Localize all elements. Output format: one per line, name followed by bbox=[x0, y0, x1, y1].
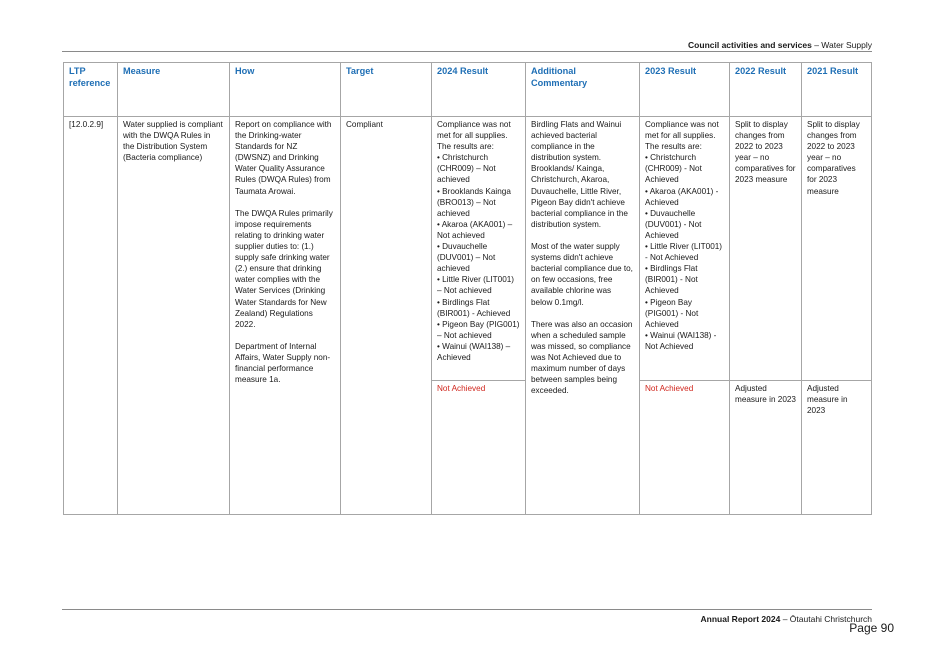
cell-2022-result-detail: Split to display changes from 2022 to 2023 year – no comparatives for 2023 measure bbox=[730, 117, 802, 381]
page-header bbox=[688, 40, 872, 50]
page-number: Page 90 bbox=[849, 621, 894, 635]
status-badge-2024: Not Achieved bbox=[437, 384, 486, 393]
column-header-2023-result: 2023 Result bbox=[640, 63, 730, 117]
cell-2024-result-detail: Compliance was not met for all supplies. The results are: • Christchurch (CHR009) – Not achieved • Brooklands Kainga (BRO013) – Not achieved • Akaroa (AKA001) – Not achieved • Duvauchelle (DUV001) – Not achieved • Little River (LIT001) – Not achieved • Birdlings Flat (BIR001) - Achieved • Pigeon Bay (PIG001) – Not achieved • Wainui (WAI138) – Achieved bbox=[432, 117, 526, 381]
cell-ltp-reference: [12.0.2.9] bbox=[64, 117, 118, 515]
header-subsection: Water Supply bbox=[821, 40, 872, 50]
page-footer bbox=[701, 614, 872, 624]
column-header-target: Target bbox=[341, 63, 432, 117]
cell-how: Report on compliance with the Drinking-water Standards for NZ (DWSNZ) and Drinking Water Quality Assurance Rules (DWQA Rules) from Taumata Arowai. The DWQA Rules primarily impose requirements relating to drinking water supplier duties to: (1.) supply safe drinking water (2.) ensure that drinking water complies with the Water Services (Drinking Water Standards for New Zealand) Regulations 2022. Department of Internal Affairs, Water Supply non-financial performance measure 1a. bbox=[230, 117, 341, 515]
header-separator: – bbox=[811, 40, 822, 50]
table-header-row bbox=[64, 63, 872, 117]
cell-2021-result-status: Adjusted measure in 2023 bbox=[802, 381, 872, 515]
cell-additional-commentary: Birdling Flats and Wainui achieved bacterial compliance in the distribution system. Brooklands/ Kainga, Christchurch, Akaroa, Duvauchelle, Little River, Pigeon Bay didn't achieve bacterial compliance in the distribution system. Most of the water supply systems didn't achieve bacterial compliance due to, on few occasions, free available chlorine was below 0.1mg/l. There was also an occasion when a scheduled sample was missed, so compliance was Not Achieved due to maximum number of days between samples being exceeded. bbox=[526, 117, 640, 515]
column-header-additional-commentary: Additional Commentary bbox=[526, 63, 640, 117]
cell-measure: Water supplied is compliant with the DWQA Rules in the Distribution System (Bacteria compliance) bbox=[118, 117, 230, 515]
cell-2023-result-detail: Compliance was not met for all supplies. The results are: • Christchurch (CHR009) - Not Achieved • Akaroa (AKA001) - Achieved • Duvauchelle (DUV001) - Not Achieved • Little River (LIT001) - Not Achieved • Birdlings Flat (BIR001) - Not Achieved • Pigeon Bay (PIG001) - Not Achieved • Wainui (WAI138) - Not Achieved bbox=[640, 117, 730, 381]
header-section: Council activities and services bbox=[688, 40, 812, 50]
footer-report: Annual Report 2024 bbox=[700, 614, 781, 624]
cell-2024-result-status bbox=[432, 381, 526, 515]
column-header-2022-result: 2022 Result bbox=[730, 63, 802, 117]
column-header-how: How bbox=[230, 63, 341, 117]
status-badge-2023: Not Achieved bbox=[645, 384, 694, 393]
column-header-2024-result: 2024 Result bbox=[432, 63, 526, 117]
column-header-ltp-reference: LTP reference bbox=[64, 63, 118, 117]
performance-table bbox=[63, 62, 872, 515]
cell-2022-result-status: Adjusted measure in 2023 bbox=[730, 381, 802, 515]
header-divider bbox=[62, 51, 872, 52]
column-header-2021-result: 2021 Result bbox=[802, 63, 872, 117]
cell-2021-result-detail: Split to display changes from 2022 to 2023 year – no comparatives for 2023 measure bbox=[802, 117, 872, 381]
footer-divider bbox=[62, 609, 872, 610]
table-row bbox=[64, 117, 872, 381]
cell-2023-result-status bbox=[640, 381, 730, 515]
footer-place: Ōtautahi Christchurch bbox=[789, 614, 872, 624]
cell-target: Compliant bbox=[341, 117, 432, 515]
footer-separator: – bbox=[780, 614, 790, 624]
column-header-measure: Measure bbox=[118, 63, 230, 117]
